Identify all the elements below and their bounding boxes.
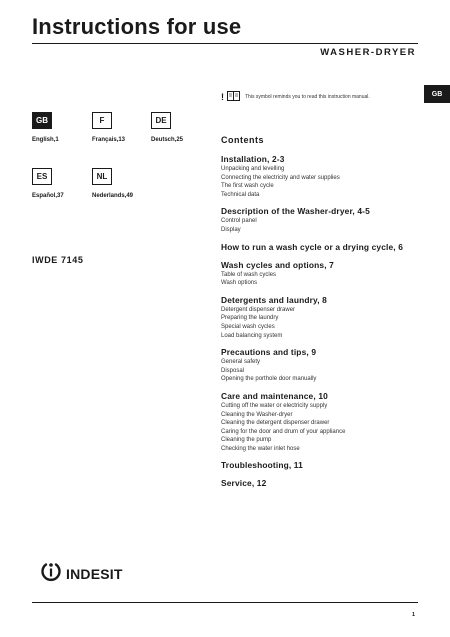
note-text: This symbol reminds you to read this instruction manual. (245, 94, 370, 100)
toc-section-heading[interactable]: Description of the Washer-dryer, 4-5 (221, 206, 370, 217)
toc-section (221, 242, 426, 253)
toc-item[interactable]: Special wash cycles (221, 323, 275, 330)
language-gb[interactable] (32, 112, 59, 143)
language-code: DE (151, 112, 171, 129)
page-number: 1 (412, 612, 416, 618)
toc-item[interactable]: Connecting the electricity and water supplies (221, 174, 340, 181)
toc-section-heading[interactable]: Service, 12 (221, 478, 267, 489)
language-fr[interactable] (92, 112, 125, 143)
bottom-divider (32, 602, 418, 603)
toc-item[interactable]: Control panel (221, 218, 257, 225)
toc-item[interactable]: Unpacking and levelling (221, 166, 285, 172)
contents-heading: Contents (221, 135, 264, 145)
language-code: GB (32, 112, 52, 129)
language-de[interactable] (151, 112, 183, 143)
toc-item[interactable]: Load balancing system (221, 332, 283, 339)
toc-section-heading[interactable]: Troubleshooting, 11 (221, 460, 303, 471)
toc-section-heading[interactable]: Precautions and tips, 9 (221, 347, 317, 358)
language-label: Deutsch,25 (151, 137, 184, 143)
language-code: ES (32, 168, 52, 185)
toc-item[interactable]: Technical data (221, 191, 260, 198)
toc-section-heading[interactable]: How to run a wash cycle or a drying cycle, 6 (221, 241, 404, 252)
toc-section (221, 295, 426, 340)
toc-item[interactable]: Table of wash cycles (221, 271, 277, 278)
language-side-tab: GB (424, 85, 450, 103)
page-title: Instructions for use (32, 14, 242, 39)
toc-item[interactable]: Cleaning the Washer-dryer (221, 411, 293, 418)
toc-section-heading[interactable]: Installation, 2-3 (221, 154, 285, 164)
toc-item[interactable]: Caring for the door and drum of your appliance (221, 428, 346, 435)
toc-section-heading[interactable]: Wash cycles and options, 7 (221, 259, 334, 270)
toc-item[interactable]: Detergent dispenser drawer (221, 306, 296, 313)
language-label: Español,37 (32, 193, 64, 199)
toc-section (221, 260, 426, 288)
toc-item[interactable]: Disposal (221, 367, 245, 374)
indesit-power-logo-icon (40, 560, 62, 587)
toc-item[interactable]: The first wash cycle (221, 183, 274, 190)
top-divider (32, 43, 418, 44)
language-code: F (92, 112, 112, 129)
language-label: English,1 (32, 137, 59, 143)
product-type: WASHER-DRYER (320, 47, 416, 58)
toc-section (221, 460, 426, 471)
toc-section (221, 206, 426, 234)
toc-item[interactable]: Cutting off the water or electricity supply (221, 402, 328, 409)
toc-section-heading[interactable]: Detergents and laundry, 8 (221, 294, 327, 305)
toc-item[interactable]: Opening the porthole door manually (221, 376, 317, 383)
toc-item[interactable]: Checking the water inlet hose (221, 445, 300, 452)
language-nl[interactable] (92, 168, 133, 199)
toc-item[interactable]: Wash options (221, 280, 258, 287)
toc-item[interactable]: Cleaning the pump (221, 437, 272, 444)
warning-icon: ! (221, 92, 224, 102)
brand-wordmark: INDESIT (66, 565, 123, 582)
book-icon (227, 88, 240, 106)
table-of-contents (221, 154, 426, 496)
language-label: Nederlands,49 (92, 193, 134, 199)
language-code: NL (92, 168, 112, 185)
toc-section (221, 347, 426, 384)
brand-logo (40, 560, 123, 587)
toc-item[interactable]: Cleaning the detergent dispenser drawer (221, 420, 330, 427)
manual-note (221, 88, 370, 106)
language-label: Français,13 (92, 137, 126, 143)
toc-section (221, 154, 426, 199)
toc-item[interactable]: Preparing the laundry (221, 315, 279, 322)
toc-section-heading[interactable]: Care and maintenance, 10 (221, 390, 328, 401)
language-es[interactable] (32, 168, 64, 199)
toc-section (221, 391, 426, 454)
toc-section (221, 478, 426, 489)
toc-item[interactable]: General safety (221, 359, 261, 366)
toc-item[interactable]: Display (221, 226, 241, 233)
model-number: IWDE 7145 (32, 255, 84, 265)
